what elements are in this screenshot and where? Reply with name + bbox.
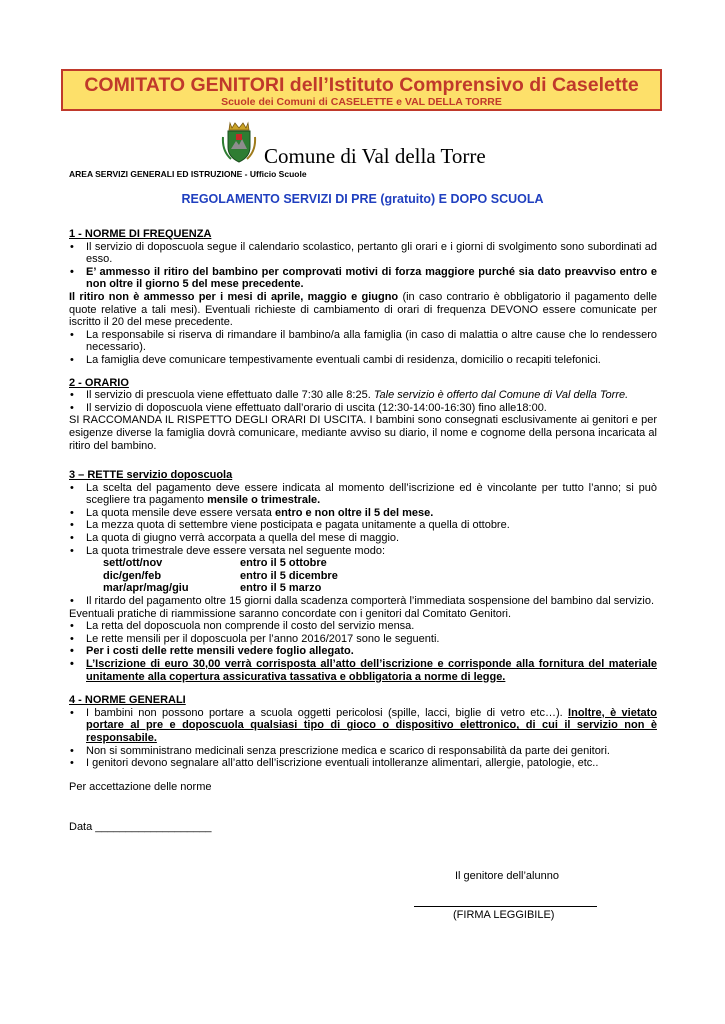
parent-label: Il genitore dell’alunno xyxy=(455,870,559,882)
coat-of-arms-icon xyxy=(221,119,257,165)
list-item: • La quota trimestrale deve essere versata nel seguente modo: xyxy=(69,545,657,558)
paragraph xyxy=(69,291,657,329)
header-subtitle: Scuole dei Comuni di CASELETTE e VAL DELLA TORRE xyxy=(221,96,502,108)
list-item: • La famiglia deve comunicare tempestivamente eventuali cambi di residenza, domicilio o recapiti telefonici. xyxy=(69,354,657,367)
bold-text: Il ritiro non è ammesso per i mesi di aprile, maggio e giugno xyxy=(69,290,399,303)
text: (in caso contrario è obbligatorio il pagamento delle quote relative a tali mesi). Eventuali richieste di cambiamento di orari di frequenza DEVONO essere comunicate per iscritto il 20 del mese precedente. xyxy=(69,290,657,329)
period-cell: sett/ott/nov xyxy=(103,557,163,570)
acceptance-text: Per accettazione delle norme xyxy=(69,781,212,793)
section-heading-frequenza: 1 - NORME DI FREQUENZA xyxy=(69,228,212,240)
list-item xyxy=(69,707,657,745)
date-field[interactable]: Data ___________________ xyxy=(69,821,212,833)
text: La scelta del pagamento deve essere indicata al momento dell’iscrizione ed è vincolante per tutto l’anno; si può scegliere tra pagamento xyxy=(86,481,657,507)
list-item: • La mezza quota di settembre viene posticipata e pagata unitamente a quella di ottobre. xyxy=(69,519,657,532)
list-item: • Per i costi delle rette mensili vedere foglio allegato. xyxy=(69,645,657,658)
list-item: • Il ritardo del pagamento oltre 15 giorni dalla scadenza comporterà l’immediata sospensione del bambino dal servizio. xyxy=(69,595,657,608)
deadline-cell: entro il 5 ottobre xyxy=(240,557,327,570)
table-row xyxy=(103,570,657,583)
paragraph: Eventuali pratiche di riammissione saranno concordate con i genitori dal Comitato Genitori. xyxy=(69,607,512,620)
list-item xyxy=(69,482,657,507)
list-item: • Il servizio di doposcuola segue il calendario scolastico, pertanto gli orari e i giorni di svolgimento sono subordinati ad esso. xyxy=(69,241,657,266)
list-item xyxy=(69,389,657,402)
document-title: REGOLAMENTO SERVIZI DI PRE (gratuito) E DOPO SCUOLA xyxy=(181,192,544,206)
list-item: • Non si somministrano medicinali senza prescrizione medica e scarico di responsabilità da parte dei genitori. xyxy=(69,745,657,758)
list-item: • La retta del doposcuola non comprende il costo del servizio mensa. xyxy=(69,620,657,633)
header-box xyxy=(61,69,662,111)
section-heading-rette: 3 – RETTE servizio doposcuola xyxy=(69,469,233,482)
comune-name: Comune di Val della Torre xyxy=(264,144,486,168)
header-title: COMITATO GENITORI dell’Istituto Comprensivo di Caselette xyxy=(84,74,639,96)
list-item: • L’Iscrizione di euro 30,00 verrà corrisposta all’atto dell’iscrizione e corrisponde alla fornitura del materiale unitamente alla copertura assicurativa tassativa e obbligatoria a norme di legge. xyxy=(69,658,657,683)
deadline-cell: entro il 5 marzo xyxy=(240,582,322,595)
signature-label: (FIRMA LEGGIBILE) xyxy=(453,909,555,921)
deadline-cell: entro il 5 dicembre xyxy=(240,569,338,582)
section-heading-norme-generali: 4 - NORME GENERALI xyxy=(69,694,186,707)
table-row xyxy=(103,582,657,595)
quarterly-table xyxy=(103,557,657,595)
text: Il servizio di prescuola viene effettuato dalle 7:30 alle 8:25. xyxy=(86,389,374,402)
text: I bambini non possono portare a scuola oggetti pericolosi (spille, lacci, biglie di vetro etc…). xyxy=(86,706,569,719)
list-item: • La responsabile si riserva di rimandare il bambino/a alla famiglia (in caso di malattia o altre cause che lo rendessero necessario). xyxy=(69,329,657,354)
period-cell: mar/apr/mag/giu xyxy=(103,582,189,595)
paragraph: SI RACCOMANDA IL RISPETTO DEGLI ORARI DI USCITA. I bambini sono consegnati esclusivamente ai genitori e per esigenze diverse la famiglia dovrà comunicare, mediante avviso su diario, il nome e cognome della persona incaricata al ritiro del bambino. xyxy=(69,414,657,452)
bold-text: mensile o trimestrale. xyxy=(207,494,321,507)
section-heading-orario: 2 - ORARIO xyxy=(69,376,129,389)
signature-line[interactable] xyxy=(414,906,597,907)
list-item: • Il servizio di doposcuola viene effettuato dall’orario di uscita (12:30-14:00-16:30) fino alle18:00. xyxy=(69,402,657,415)
period-cell: dic/gen/feb xyxy=(103,569,162,582)
bold-text: entro e non oltre il 5 del mese. xyxy=(274,506,434,519)
list-item: • E’ ammesso il ritiro del bambino per comprovati motivi di forza maggiore purché sia dato preavviso entro e non oltre il giorno 5 del mese precedente. xyxy=(69,266,657,291)
list-item: • Le rette mensili per il doposcuola per l’anno 2016/2017 sono le seguenti. xyxy=(69,633,657,646)
list-item: • La quota di giugno verrà accorpata a quella del mese di maggio. xyxy=(69,532,657,545)
list-item: • I genitori devono segnalare all’atto dell’iscrizione eventuali intolleranze alimentari, allergie, patologie, etc.. xyxy=(69,757,657,770)
text: La quota mensile deve essere versata xyxy=(86,506,275,519)
bold-text: Inoltre, è vietato portare al pre e doposcuola qualsiasi tipo di gioco o dispositivo elettronico, di cui il servizio non è responsabile. xyxy=(86,706,657,744)
table-row xyxy=(103,557,657,570)
italic-text: Tale servizio è offerto dal Comune di Val della Torre. xyxy=(373,389,629,402)
area-label: AREA SERVIZI GENERALI ED ISTRUZIONE - Ufficio Scuole xyxy=(69,169,307,179)
list-item xyxy=(69,507,657,520)
regulation-content xyxy=(69,228,657,770)
